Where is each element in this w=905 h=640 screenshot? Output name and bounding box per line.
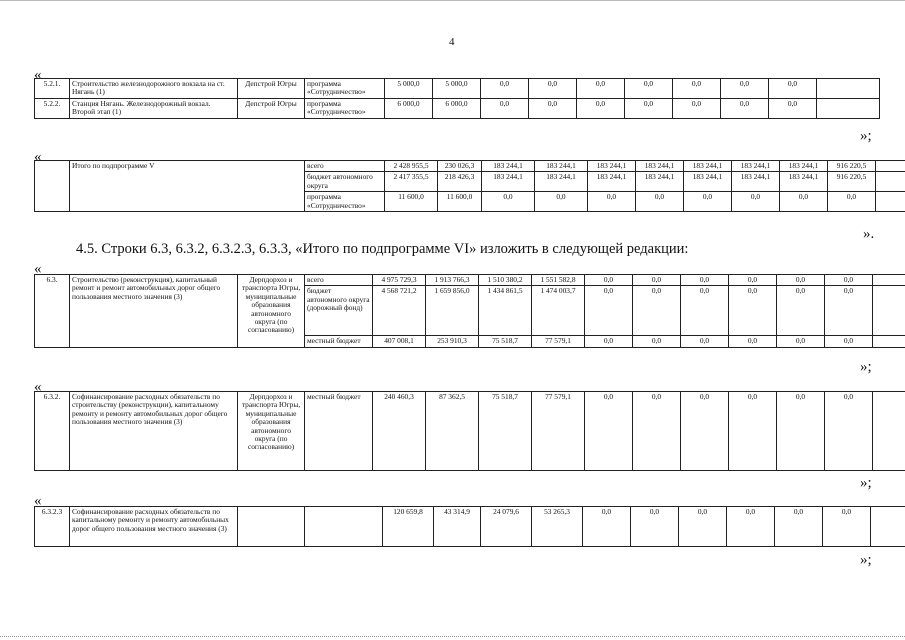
cell: 0,0	[777, 392, 825, 471]
cell: 0,0	[777, 275, 825, 286]
cell-empty	[873, 286, 905, 336]
quote-close: »;	[860, 475, 872, 491]
cell: 1 913 766,3	[426, 275, 479, 286]
cell: 183 244,1	[732, 161, 780, 172]
table-row	[35, 507, 905, 547]
table-5-2	[34, 78, 880, 119]
cell: 0,0	[828, 192, 876, 212]
cell: 183 244,1	[732, 172, 780, 192]
cell: 0,0	[823, 507, 871, 547]
cell: 4 975 729,3	[373, 275, 426, 286]
cell: 0,0	[481, 79, 529, 99]
table-row	[35, 98, 880, 118]
cell: 0,0	[633, 336, 681, 347]
cell: 0,0	[825, 336, 873, 347]
table-row	[35, 392, 905, 471]
row-name: Строительство железнодорожного вокзала на ст. Нягань (1)	[70, 79, 238, 99]
cell: 218 426,3	[438, 172, 482, 192]
cell-empty	[873, 392, 905, 471]
cell: 77 579,1	[532, 392, 585, 471]
cell: 0,0	[681, 336, 729, 347]
cell: 2 417 355,5	[385, 172, 438, 192]
cell: 407 008,1	[373, 336, 426, 347]
row-name: Строительство (реконструкция), капитальный ремонт и ремонт автомобильных дорог общего пользования местного значения (3)	[70, 275, 238, 348]
cell: 120 659,8	[383, 507, 434, 547]
cell: 183 244,1	[780, 172, 828, 192]
cell: 183 244,1	[780, 161, 828, 172]
cell: 0,0	[769, 79, 817, 99]
quote-open: «	[34, 149, 42, 165]
cell: 183 244,1	[684, 172, 732, 192]
cell-empty	[873, 336, 905, 347]
cell: 43 314,9	[434, 507, 481, 547]
cell-empty	[817, 98, 880, 118]
scan-top-edge	[0, 0, 905, 3]
cell: 0,0	[721, 79, 769, 99]
cell: 1 659 856,0	[426, 286, 479, 336]
cell: 0,0	[625, 98, 673, 118]
row-number: 5.2.1.	[35, 79, 70, 99]
cell: 183 244,1	[684, 161, 732, 172]
cell-empty	[35, 161, 70, 212]
cell: 0,0	[585, 286, 633, 336]
quote-close: »;	[860, 552, 872, 568]
row-source: программа «Сотрудничество»	[305, 79, 385, 99]
cell: 183 244,1	[482, 172, 535, 192]
row-source: бюджет автономного округа (дорожный фонд)	[305, 286, 373, 336]
cell: 0,0	[535, 192, 588, 212]
cell: 2 428 955,5	[385, 161, 438, 172]
row-number: 6.3.	[35, 275, 70, 348]
cell: 0,0	[729, 336, 777, 347]
cell: 0,0	[825, 275, 873, 286]
cell: 77 579,1	[532, 336, 585, 347]
quote-open: «	[34, 379, 42, 395]
cell: 240 460,3	[373, 392, 426, 471]
cell: 0,0	[482, 192, 535, 212]
cell: 11 600,0	[438, 192, 482, 212]
row-number: 6.3.2.3	[35, 507, 70, 547]
row-name: Софинансирование расходных обязательств по капитальному ремонту и ремонту автомобильных дорог общего пользования местного значения (3)	[70, 507, 238, 547]
cell: 0,0	[721, 98, 769, 118]
quote-close: »;	[860, 128, 872, 144]
table-total-v	[34, 160, 905, 212]
row-name: Станция Нягань. Железнодорожный вокзал. Второй этап (1)	[70, 98, 238, 118]
row-executor	[238, 507, 305, 547]
scan-bottom-edge	[0, 636, 905, 639]
cell: 5 000,0	[433, 79, 481, 99]
row-source: всего	[305, 161, 385, 172]
row-source: программа «Сотрудничество»	[305, 192, 385, 212]
cell: 230 026,3	[438, 161, 482, 172]
cell: 0,0	[727, 507, 775, 547]
cell: 0,0	[633, 275, 681, 286]
cell: 0,0	[588, 192, 636, 212]
cell: 0,0	[577, 79, 625, 99]
cell: 0,0	[825, 286, 873, 336]
row-executor: Дерпдорхоз и транспорта Югры, муниципальные образования автономного округа (по согласованию)	[238, 275, 305, 348]
cell: 916 220,5	[828, 161, 876, 172]
cell: 183 244,1	[535, 161, 588, 172]
cell: 0,0	[585, 275, 633, 286]
row-source: местный бюджет	[305, 336, 373, 347]
row-number: 5.2.2.	[35, 98, 70, 118]
cell: 0,0	[729, 286, 777, 336]
cell: 183 244,1	[636, 161, 684, 172]
row-executor: Дерпдорхоз и транспорта Югры, муниципальные образования автономного округа (по согласованию)	[238, 392, 305, 471]
cell: 183 244,1	[482, 161, 535, 172]
cell: 1 474 003,7	[532, 286, 585, 336]
cell: 0,0	[481, 98, 529, 118]
cell: 0,0	[583, 507, 631, 547]
cell: 0,0	[775, 507, 823, 547]
row-name: Итого по подпрограмме V	[70, 161, 305, 212]
row-executor: Депстрой Югры	[238, 98, 305, 118]
cell: 0,0	[585, 336, 633, 347]
cell: 0,0	[679, 507, 727, 547]
cell: 0,0	[577, 98, 625, 118]
cell: 0,0	[673, 79, 721, 99]
cell: 0,0	[529, 98, 577, 118]
cell: 183 244,1	[588, 161, 636, 172]
cell: 1 510 380,2	[479, 275, 532, 286]
table-row	[35, 79, 880, 99]
cell-empty	[873, 275, 905, 286]
cell: 0,0	[729, 275, 777, 286]
cell: 0,0	[633, 392, 681, 471]
quote-open: «	[34, 261, 42, 277]
quote-close: ».	[863, 226, 875, 242]
row-source: местный бюджет	[305, 392, 373, 471]
cell: 75 518,7	[479, 392, 532, 471]
cell: 0,0	[777, 336, 825, 347]
quote-open: «	[34, 493, 42, 509]
cell: 0,0	[631, 507, 679, 547]
table-6-3-2-3	[34, 506, 905, 547]
cell: 6 000,0	[433, 98, 481, 118]
cell: 0,0	[769, 98, 817, 118]
cell: 0,0	[729, 392, 777, 471]
cell: 1 551 582,8	[532, 275, 585, 286]
cell-empty	[876, 172, 905, 192]
row-executor: Депстрой Югры	[238, 79, 305, 99]
cell-empty	[876, 161, 905, 172]
row-source	[305, 507, 383, 547]
cell: 5 000,0	[385, 79, 433, 99]
quote-close: »;	[860, 359, 872, 375]
cell: 0,0	[625, 79, 673, 99]
cell: 6 000,0	[385, 98, 433, 118]
cell: 183 244,1	[535, 172, 588, 192]
cell: 253 910,3	[426, 336, 479, 347]
cell: 87 362,5	[426, 392, 479, 471]
cell: 183 244,1	[588, 172, 636, 192]
page-number: 4	[449, 36, 455, 48]
cell: 0,0	[636, 192, 684, 212]
cell: 183 244,1	[636, 172, 684, 192]
cell: 0,0	[681, 392, 729, 471]
cell: 0,0	[684, 192, 732, 212]
cell: 0,0	[529, 79, 577, 99]
cell: 0,0	[825, 392, 873, 471]
cell-empty	[876, 192, 905, 212]
row-number: 6.3.2.	[35, 392, 70, 471]
cell: 0,0	[585, 392, 633, 471]
cell: 1 434 861,5	[479, 286, 532, 336]
cell-empty	[871, 507, 905, 547]
row-source: всего	[305, 275, 373, 286]
row-source: программа «Сотрудничество»	[305, 98, 385, 118]
cell: 0,0	[673, 98, 721, 118]
section-heading: 4.5. Строки 6.3, 6.3.2, 6.3.2.3, 6.3.3, «Итого по подпрограмме VI» изложить в следующей редакции:	[76, 241, 689, 257]
cell: 916 220,5	[828, 172, 876, 192]
table-6-3	[34, 274, 905, 348]
table-row	[35, 161, 905, 172]
cell: 0,0	[633, 286, 681, 336]
quote-open: «	[34, 67, 42, 83]
row-source: бюджет автономного округа	[305, 172, 385, 192]
cell: 24 079,6	[481, 507, 532, 547]
cell: 0,0	[681, 286, 729, 336]
table-row	[35, 275, 905, 286]
cell: 0,0	[777, 286, 825, 336]
cell-empty	[817, 79, 880, 99]
cell: 0,0	[681, 275, 729, 286]
cell: 0,0	[732, 192, 780, 212]
table-6-3-2	[34, 391, 905, 471]
cell: 4 568 721,2	[373, 286, 426, 336]
cell: 53 265,3	[532, 507, 583, 547]
row-name: Софинансирование расходных обязательств по строительству (реконструкции), капитальному ремонту и ремонту автомобильных дорог общего пользования местного значения (3)	[70, 392, 238, 471]
cell: 11 600,0	[385, 192, 438, 212]
cell: 75 518,7	[479, 336, 532, 347]
cell: 0,0	[780, 192, 828, 212]
